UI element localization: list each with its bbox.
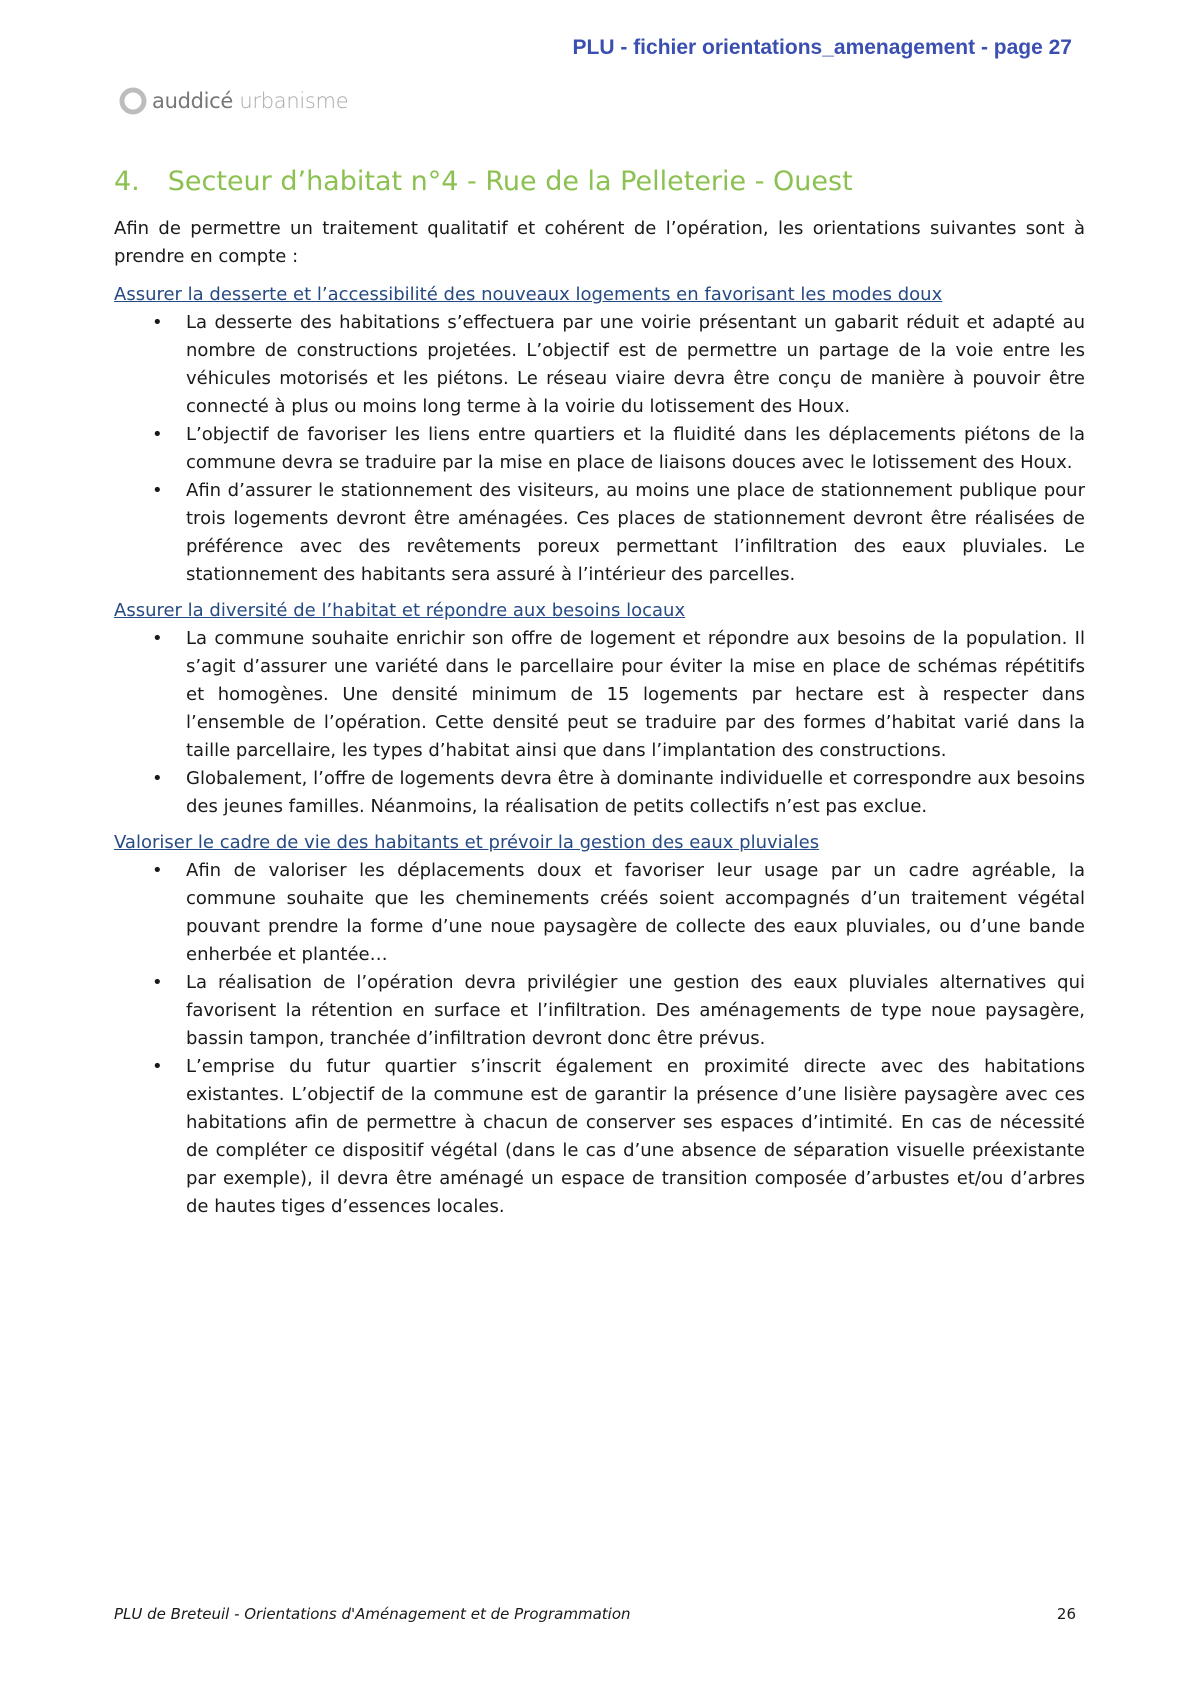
bullet-list-access: [114, 309, 1085, 589]
bullet-icon: •: [152, 1056, 163, 1077]
intro-paragraph: Afin de permettre un traitement qualitatif et cohérent de l’opération, les orientations suivantes sont à prendre en compte :: [114, 218, 1085, 267]
subsection-title-diversity: Assurer la diversité de l’habitat et répondre aux besoins locaux: [114, 600, 686, 621]
section-number: 4.: [114, 166, 140, 197]
list-item: • Afin de valoriser les déplacements doux et favoriser leur usage par un cadre agréable, la commune souhaite que les cheminements créés soient accompagnés d’un traitement végétal pouvant prendre la forme d’une noue paysagère de collecte des eaux pluviales, ou d’une bande enherbée et plantée…: [114, 857, 1085, 969]
company-logo: [118, 86, 348, 116]
bullet-icon: •: [152, 628, 163, 649]
list-item: • Afin d’assurer le stationnement des visiteurs, au moins une place de stationnement publique pour trois logements devront être aménagées. Ces places de stationnement devront être réalisées de préférence avec des revêtements poreux permettant l’infiltration des eaux pluviales. Le stationnement des habitants sera assuré à l’intérieur des parcelles.: [114, 477, 1085, 589]
bullet-icon: •: [152, 860, 163, 881]
footer-document-title: PLU de Breteuil - Orientations d'Aménagement et de Programmation: [114, 1605, 631, 1623]
list-item: • La réalisation de l’opération devra privilégier une gestion des eaux pluviales alternatives qui favorisent la rétention en surface et l’infiltration. Des aménagements de type noue paysagère, bassin tampon, tranchée d’infiltration devront donc être prévus.: [114, 969, 1085, 1053]
footer-page-number: 26: [1056, 1605, 1076, 1623]
document-reference: PLU - fichier orientations_amenagement - page 27: [572, 36, 1072, 59]
list-item: • La desserte des habitations s’effectuera par une voirie présentant un gabarit réduit et adapté au nombre de constructions projetées. L’objectif est de permettre un partage de la voie entre les véhicules motorisés et les piétons. Le réseau viaire devra être conçu de manière à pouvoir être connecté à plus ou moins long terme à la voirie du lotissement des Houx.: [114, 309, 1085, 421]
section-title: Secteur d’habitat n°4 - Rue de la Pelleterie - Ouest: [167, 166, 853, 197]
bullet-list-living: [114, 857, 1085, 1221]
list-item: • La commune souhaite enrichir son offre de logement et répondre aux besoins de la population. Il s’agit d’assurer une variété dans le parcellaire pour éviter la mise en place de schémas répétitifs et homogènes. Une densité minimum de 15 logements par hectare est à respecter dans l’ensemble de l’opération. Cette densité peut se traduire par des formes d’habitat varié dans la taille parcellaire, les types d’habitat ainsi que dans l’implantation des constructions.: [114, 625, 1085, 765]
page-content: [114, 166, 1085, 1221]
bullet-icon: •: [152, 312, 163, 333]
bullet-icon: •: [152, 768, 163, 789]
bullet-icon: •: [152, 424, 163, 445]
subsection-title-living: Valoriser le cadre de vie des habitants et prévoir la gestion des eaux pluviales: [114, 832, 820, 853]
bullet-icon: •: [152, 972, 163, 993]
section-heading: [114, 166, 1085, 197]
bullet-icon: •: [152, 480, 163, 501]
bullet-list-diversity: [114, 625, 1085, 821]
logo-ring-icon: [118, 86, 148, 116]
list-item: • L’objectif de favoriser les liens entre quartiers et la fluidité dans les déplacements piétons de la commune devra se traduire par la mise en place de liaisons douces avec le lotissement des Houx.: [114, 421, 1085, 477]
list-item: • L’emprise du futur quartier s’inscrit également en proximité directe avec des habitations existantes. L’objectif de la commune est de garantir la présence d’une lisière paysagère avec ces habitations afin de permettre à chacun de conserver ses espaces d’intimité. En cas de nécessité de compléter ce dispositif végétal (dans le cas d’une absence de séparation visuelle préexistante par exemple), il devra être aménagé un espace de transition composée d’arbustes et/ou d’arbres de hautes tiges d’essences locales.: [114, 1053, 1085, 1221]
subsection-title-access: Assurer la desserte et l’accessibilité des nouveaux logements en favorisant les modes doux: [114, 284, 943, 305]
logo-text: auddicé urbanisme: [152, 89, 349, 113]
list-item: • Globalement, l’offre de logements devra être à dominante individuelle et correspondre aux besoins des jeunes familles. Néanmoins, la réalisation de petits collectifs n’est pas exclue.: [114, 765, 1085, 821]
